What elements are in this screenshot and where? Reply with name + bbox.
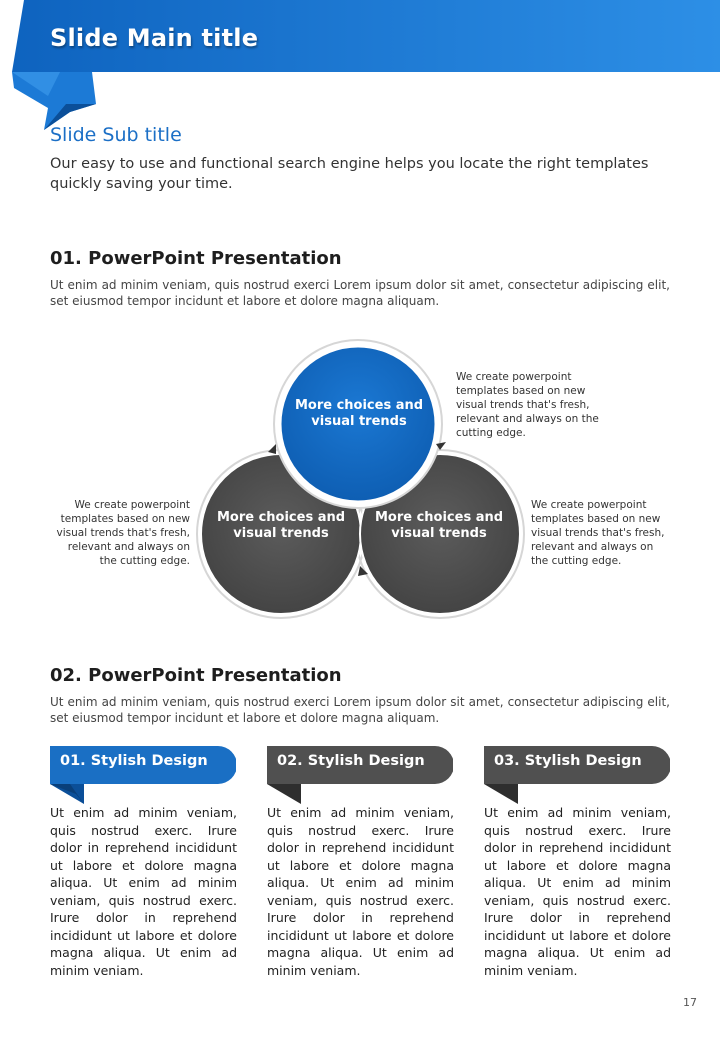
design-tab-3-label: 03. Stylish Design xyxy=(494,753,642,769)
design-tab-1-label: 01. Stylish Design xyxy=(60,753,208,769)
design-1-text: Ut enim ad minim veniam, quis nostrud exerc. Irure dolor in reprehend incididunt ut labore et dolore magna aliqua. Ut enim ad minim veniam, quis nostrud exerc. Irure dolor in reprehend incididunt ut labore et dolore magna aliqua. Ut enim ad minim veniam. xyxy=(50,805,237,978)
header-ribbon xyxy=(0,0,720,130)
slide-main-title: Slide Main title xyxy=(50,24,259,52)
section-2-title: 02. PowerPoint Presentation xyxy=(50,665,342,686)
design-tab-3 xyxy=(484,746,670,806)
venn-diagram xyxy=(0,330,720,630)
arrow-head-icon xyxy=(268,444,276,454)
design-3-text: Ut enim ad minim veniam, quis nostrud exerc. Irure dolor in reprehend incididunt ut labore et dolore magna aliqua. Ut enim ad minim veniam, quis nostrud exerc. Irure dolor in reprehend incididunt ut labore et dolore magna aliqua. Ut enim ad minim veniam. xyxy=(484,805,671,978)
section-1-title: 01. PowerPoint Presentation xyxy=(50,248,342,269)
design-2-text: Ut enim ad minim veniam, quis nostrud exerc. Irure dolor in reprehend incididunt ut labore et dolore magna aliqua. Ut enim ad minim veniam, quis nostrud exerc. Irure dolor in reprehend incididunt ut labore et dolore magna aliqua. Ut enim ad minim veniam. xyxy=(267,805,454,978)
page-number: 17 xyxy=(683,996,697,1009)
venn-note-right: We create powerpoint templates based on new visual trends that's fresh, relevant and always on the cutting edge. xyxy=(531,499,665,567)
slide-sub-title: Slide Sub title xyxy=(50,124,182,146)
design-tab-2 xyxy=(267,746,453,806)
design-tab-2-label: 02. Stylish Design xyxy=(277,753,425,769)
venn-label-right: More choices and visual trends xyxy=(374,510,504,541)
section-2-text: Ut enim ad minim veniam, quis nostrud exerci Lorem ipsum dolor sit amet, consectetur adipiscing elit, set eiusmod tempor incidunt et labore et dolore magna aliquam. xyxy=(50,695,670,725)
venn-note-top-right: We create powerpoint templates based on new visual trends that's fresh, relevant and always on the cutting edge. xyxy=(456,371,599,439)
section-1-text: Ut enim ad minim veniam, quis nostrud exerci Lorem ipsum dolor sit amet, consectetur adipiscing elit, set eiusmod tempor incidunt et labore et dolore magna aliquam. xyxy=(50,278,670,308)
design-tab-1 xyxy=(50,746,236,806)
intro-text: Our easy to use and functional search engine helps you locate the right templates quickly saving your time. xyxy=(50,156,649,192)
venn-label-top: More choices and visual trends xyxy=(294,398,424,429)
venn-note-left: We create powerpoint templates based on new visual trends that's fresh, relevant and always on the cutting edge. xyxy=(56,499,190,567)
venn-label-left: More choices and visual trends xyxy=(216,510,346,541)
